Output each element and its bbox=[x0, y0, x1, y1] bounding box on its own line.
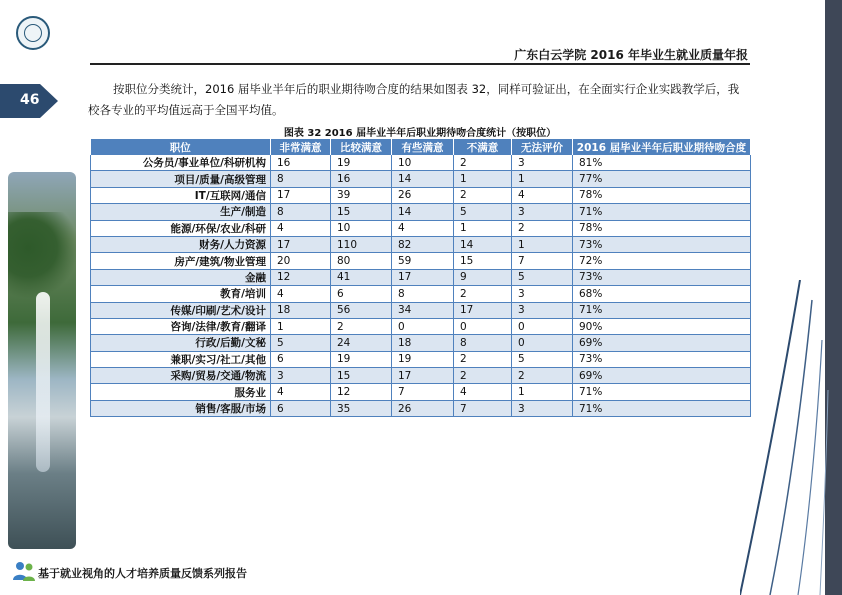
body-paragraph bbox=[88, 79, 750, 121]
value-cell: 4 bbox=[271, 286, 331, 302]
value-cell: 12 bbox=[331, 384, 392, 400]
value-cell: 71% bbox=[573, 302, 751, 318]
value-cell: 3 bbox=[512, 302, 573, 318]
column-header: 无法评价 bbox=[512, 139, 573, 155]
position-cell: 服务业 bbox=[91, 384, 271, 400]
value-cell: 17 bbox=[271, 187, 331, 203]
value-cell: 16 bbox=[331, 171, 392, 187]
position-cell: 财务/人力资源 bbox=[91, 236, 271, 252]
column-header: 不满意 bbox=[454, 139, 512, 155]
value-cell: 24 bbox=[331, 335, 392, 351]
value-cell: 17 bbox=[454, 302, 512, 318]
position-cell: 金融 bbox=[91, 269, 271, 285]
value-cell: 73% bbox=[573, 236, 751, 252]
value-cell: 19 bbox=[331, 155, 392, 171]
value-cell: 7 bbox=[392, 384, 454, 400]
column-header: 非常满意 bbox=[271, 139, 331, 155]
people-icon bbox=[12, 560, 36, 582]
value-cell: 9 bbox=[454, 269, 512, 285]
value-cell: 14 bbox=[454, 236, 512, 252]
value-cell: 15 bbox=[454, 253, 512, 269]
column-header: 比较满意 bbox=[331, 139, 392, 155]
table-row bbox=[91, 187, 751, 203]
value-cell: 68% bbox=[573, 286, 751, 302]
value-cell: 3 bbox=[512, 400, 573, 416]
value-cell: 2 bbox=[512, 220, 573, 236]
value-cell: 110 bbox=[331, 236, 392, 252]
value-cell: 73% bbox=[573, 351, 751, 367]
value-cell: 82 bbox=[392, 236, 454, 252]
value-cell: 8 bbox=[454, 335, 512, 351]
position-cell: 教育/培训 bbox=[91, 286, 271, 302]
value-cell: 17 bbox=[271, 236, 331, 252]
table-row bbox=[91, 286, 751, 302]
value-cell: 2 bbox=[454, 187, 512, 203]
value-cell: 8 bbox=[271, 171, 331, 187]
value-cell: 69% bbox=[573, 335, 751, 351]
value-cell: 1 bbox=[271, 318, 331, 334]
campus-photo bbox=[8, 172, 76, 549]
value-cell: 3 bbox=[512, 286, 573, 302]
body-text: 按职位分类统计，2016 届毕业半年后的职业期待吻合度的结果如图表 32，同样可验证出，在全面实行企业实践教学后，我校各专业的平均值远高于全国平均值。 bbox=[88, 82, 740, 117]
value-cell: 2 bbox=[512, 368, 573, 384]
position-cell: 行政/后勤/文秘 bbox=[91, 335, 271, 351]
value-cell: 1 bbox=[454, 220, 512, 236]
table-row bbox=[91, 269, 751, 285]
value-cell: 2 bbox=[454, 368, 512, 384]
value-cell: 15 bbox=[331, 368, 392, 384]
position-cell: 能源/环保/农业/科研 bbox=[91, 220, 271, 236]
position-cell: IT/互联网/通信 bbox=[91, 187, 271, 203]
table-row bbox=[91, 236, 751, 252]
value-cell: 6 bbox=[331, 286, 392, 302]
value-cell: 18 bbox=[392, 335, 454, 351]
value-cell: 2 bbox=[454, 351, 512, 367]
table-caption: 图表 32 2016 届毕业半年后职业期待吻合度统计（按职位） bbox=[283, 128, 557, 139]
value-cell: 73% bbox=[573, 269, 751, 285]
value-cell: 7 bbox=[454, 400, 512, 416]
value-cell: 14 bbox=[392, 171, 454, 187]
table-header-row bbox=[91, 139, 751, 155]
value-cell: 77% bbox=[573, 171, 751, 187]
value-cell: 0 bbox=[454, 318, 512, 334]
value-cell: 6 bbox=[271, 351, 331, 367]
column-header: 有些满意 bbox=[392, 139, 454, 155]
value-cell: 34 bbox=[392, 302, 454, 318]
table-row bbox=[91, 253, 751, 269]
table-row bbox=[91, 400, 751, 416]
value-cell: 8 bbox=[271, 204, 331, 220]
column-header: 2016 届毕业半年后职业期待吻合度 bbox=[573, 139, 751, 155]
position-cell: 传媒/印刷/艺术/设计 bbox=[91, 302, 271, 318]
value-cell: 1 bbox=[512, 171, 573, 187]
value-cell: 26 bbox=[392, 187, 454, 203]
value-cell: 4 bbox=[392, 220, 454, 236]
value-cell: 17 bbox=[392, 269, 454, 285]
value-cell: 6 bbox=[271, 400, 331, 416]
table-row bbox=[91, 302, 751, 318]
table-row bbox=[91, 155, 751, 171]
value-cell: 3 bbox=[512, 204, 573, 220]
value-cell: 5 bbox=[512, 269, 573, 285]
table-row bbox=[91, 335, 751, 351]
value-cell: 1 bbox=[512, 236, 573, 252]
footer-text: 基于就业视角的人才培养质量反馈系列报告 bbox=[38, 567, 247, 580]
value-cell: 59 bbox=[392, 253, 454, 269]
value-cell: 81% bbox=[573, 155, 751, 171]
value-cell: 72% bbox=[573, 253, 751, 269]
value-cell: 26 bbox=[392, 400, 454, 416]
value-cell: 2 bbox=[454, 155, 512, 171]
value-cell: 0 bbox=[512, 318, 573, 334]
value-cell: 0 bbox=[392, 318, 454, 334]
value-cell: 3 bbox=[271, 368, 331, 384]
position-cell: 公务员/事业单位/科研机构 bbox=[91, 155, 271, 171]
value-cell: 17 bbox=[392, 368, 454, 384]
value-cell: 5 bbox=[512, 351, 573, 367]
table-row bbox=[91, 368, 751, 384]
value-cell: 20 bbox=[271, 253, 331, 269]
value-cell: 78% bbox=[573, 187, 751, 203]
university-seal-icon bbox=[16, 16, 50, 50]
job-match-table bbox=[90, 139, 751, 417]
value-cell: 15 bbox=[331, 204, 392, 220]
value-cell: 10 bbox=[331, 220, 392, 236]
value-cell: 71% bbox=[573, 384, 751, 400]
value-cell: 4 bbox=[512, 187, 573, 203]
value-cell: 90% bbox=[573, 318, 751, 334]
header-title: 广东白云学院 2016 年毕业生就业质量年报 bbox=[514, 48, 748, 62]
value-cell: 4 bbox=[271, 384, 331, 400]
page-number: 46 bbox=[20, 92, 40, 108]
value-cell: 10 bbox=[392, 155, 454, 171]
position-cell: 项目/质量/高级管理 bbox=[91, 171, 271, 187]
value-cell: 56 bbox=[331, 302, 392, 318]
decorative-curves bbox=[740, 280, 830, 595]
value-cell: 7 bbox=[512, 253, 573, 269]
position-cell: 兼职/实习/社工/其他 bbox=[91, 351, 271, 367]
value-cell: 5 bbox=[271, 335, 331, 351]
value-cell: 5 bbox=[454, 204, 512, 220]
value-cell: 19 bbox=[331, 351, 392, 367]
table-row bbox=[91, 351, 751, 367]
table-row bbox=[91, 171, 751, 187]
value-cell: 3 bbox=[512, 155, 573, 171]
value-cell: 14 bbox=[392, 204, 454, 220]
value-cell: 80 bbox=[331, 253, 392, 269]
table-row bbox=[91, 220, 751, 236]
position-cell: 咨询/法律/教育/翻译 bbox=[91, 318, 271, 334]
value-cell: 78% bbox=[573, 220, 751, 236]
value-cell: 4 bbox=[271, 220, 331, 236]
position-cell: 房产/建筑/物业管理 bbox=[91, 253, 271, 269]
table-row bbox=[91, 204, 751, 220]
table-row bbox=[91, 384, 751, 400]
value-cell: 18 bbox=[271, 302, 331, 318]
position-cell: 销售/客服/市场 bbox=[91, 400, 271, 416]
value-cell: 2 bbox=[454, 286, 512, 302]
value-cell: 39 bbox=[331, 187, 392, 203]
value-cell: 71% bbox=[573, 400, 751, 416]
value-cell: 41 bbox=[331, 269, 392, 285]
value-cell: 2 bbox=[331, 318, 392, 334]
value-cell: 4 bbox=[454, 384, 512, 400]
header-divider bbox=[90, 63, 750, 65]
position-cell: 采购/贸易/交通/物流 bbox=[91, 368, 271, 384]
value-cell: 35 bbox=[331, 400, 392, 416]
position-cell: 生产/制造 bbox=[91, 204, 271, 220]
value-cell: 12 bbox=[271, 269, 331, 285]
value-cell: 1 bbox=[512, 384, 573, 400]
value-cell: 16 bbox=[271, 155, 331, 171]
value-cell: 19 bbox=[392, 351, 454, 367]
table-row bbox=[91, 318, 751, 334]
value-cell: 71% bbox=[573, 204, 751, 220]
value-cell: 0 bbox=[512, 335, 573, 351]
value-cell: 8 bbox=[392, 286, 454, 302]
value-cell: 69% bbox=[573, 368, 751, 384]
column-header: 职位 bbox=[91, 139, 271, 155]
value-cell: 1 bbox=[454, 171, 512, 187]
